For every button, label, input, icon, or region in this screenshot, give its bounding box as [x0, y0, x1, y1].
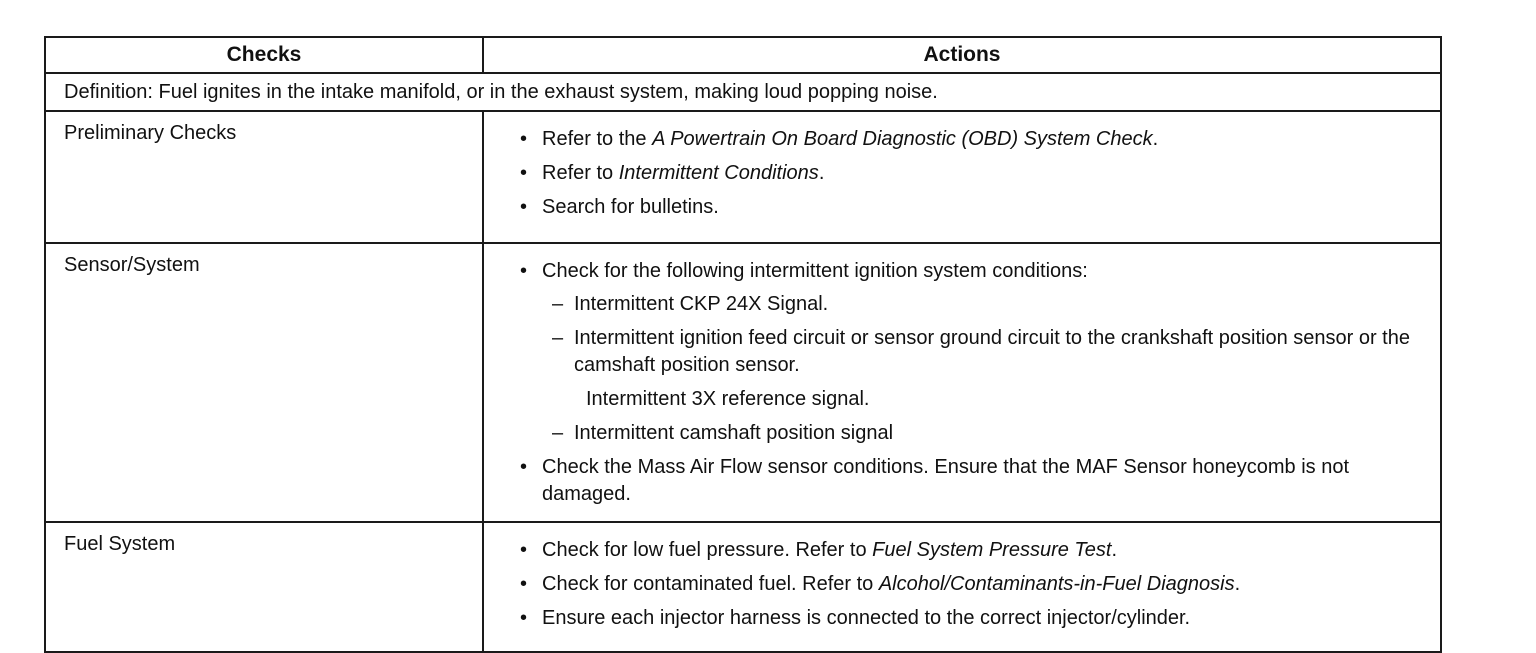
actions-cell: [483, 243, 1441, 522]
definition-row: [45, 73, 1441, 111]
sub-action-item: Intermittent 3X reference signal.: [586, 388, 870, 410]
reference-link: Alcohol/Contaminants-in-Fuel Diagnosis: [878, 573, 1235, 595]
sub-action-list: [542, 291, 1430, 447]
reference-link: A Powertrain On Board Diagnostic (OBD) System Check: [652, 128, 1153, 150]
action-item: • Refer to Intermittent Conditions.: [520, 160, 1430, 187]
sub-action-item: – Intermittent ignition feed circuit or sensor ground circuit to the crankshaft position sensor or the camshaft position sensor.: [542, 325, 1430, 379]
actions-header: Actions: [483, 37, 1441, 73]
sub-action-item: – Intermittent camshaft position signal: [542, 420, 1430, 447]
sub-action-item: – Intermittent CKP 24X Signal.: [542, 291, 1430, 318]
checks-header: Checks: [45, 37, 483, 73]
check-label: Preliminary Checks: [45, 111, 483, 243]
action-list: [520, 258, 1430, 508]
action-item: • Ensure each injector harness is connected to the correct injector/cylinder.: [520, 605, 1430, 632]
table-row: [45, 522, 1441, 652]
action-list: [520, 126, 1430, 221]
table-row: [45, 111, 1441, 243]
action-item: • Check for contaminated fuel. Refer to Alcohol/Contaminants-in-Fuel Diagnosis.: [520, 571, 1430, 598]
reference-link: Fuel System Pressure Test: [872, 539, 1112, 561]
reference-link: Intermittent Conditions: [618, 162, 819, 184]
check-label: Sensor/System: [45, 243, 483, 522]
action-item: • Check for low fuel pressure. Refer to Fuel System Pressure Test.: [520, 537, 1430, 564]
action-list: [520, 537, 1430, 632]
action-item: • Check the Mass Air Flow sensor conditions. Ensure that the MAF Sensor honeycomb is not damaged.: [520, 454, 1430, 508]
definition-text: Definition: Fuel ignites in the intake manifold, or in the exhaust system, making loud popping noise.: [45, 73, 1441, 111]
actions-cell: [483, 522, 1441, 652]
actions-cell: [483, 111, 1441, 243]
action-item: • Check for the following intermittent ignition system conditions: – Intermittent CKP 24X Signal. – Intermittent ignition feed circuit or sensor ground circuit to the crankshaft position sensor or the camshaft position sensor. Intermittent 3X reference signal. – Intermittent camshaft position signal: [520, 258, 1430, 447]
diagnostic-table: [44, 36, 1442, 653]
action-item: • Search for bulletins.: [520, 194, 1430, 221]
check-label: Fuel System: [45, 522, 483, 652]
action-item: • Refer to the A Powertrain On Board Diagnostic (OBD) System Check.: [520, 126, 1430, 153]
table-row: [45, 243, 1441, 522]
header-row: [45, 37, 1441, 73]
